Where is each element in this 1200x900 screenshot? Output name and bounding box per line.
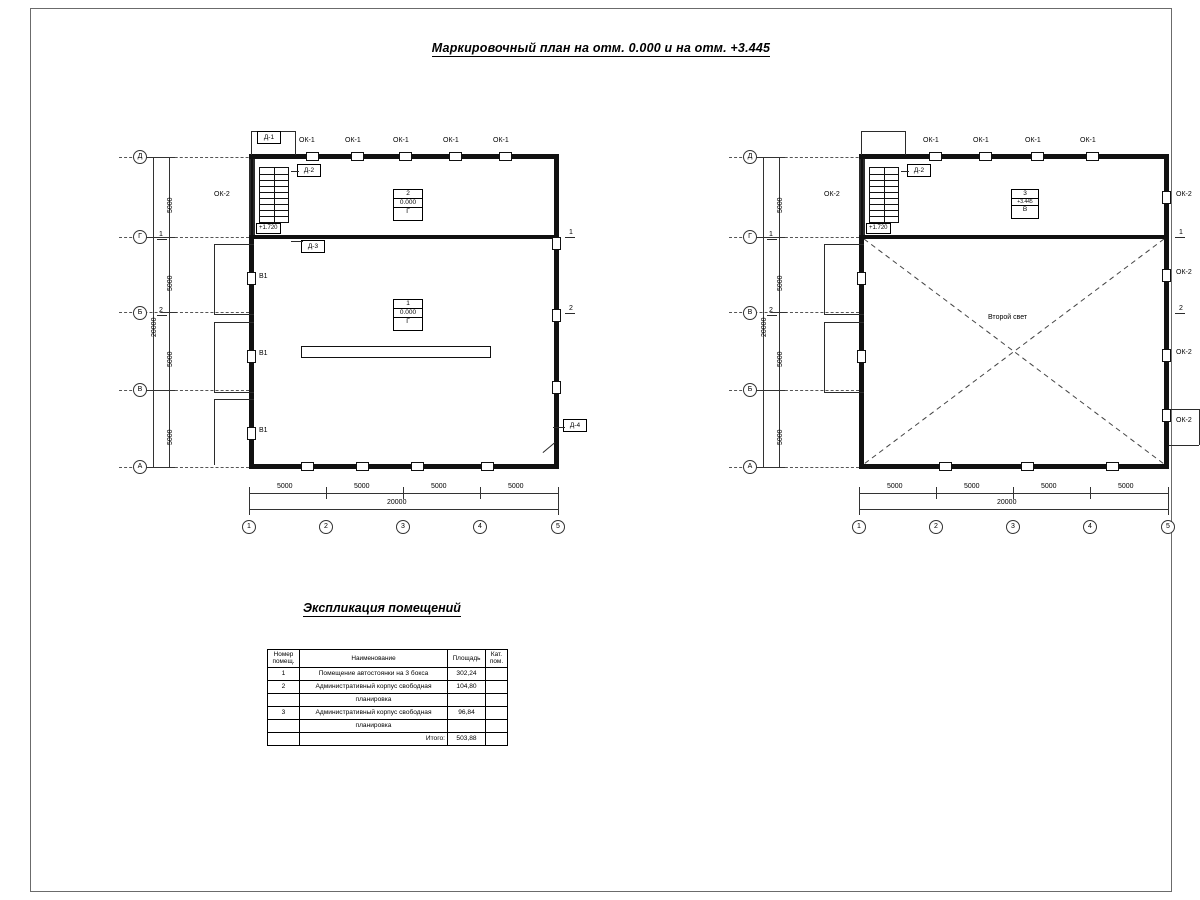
cell-room-number: 1 [268, 667, 300, 680]
dim-total-bottom-line [249, 509, 559, 510]
axis-circle-v-r: В [743, 306, 757, 320]
window-mark-top-2 [351, 152, 364, 161]
section-mark-1-right [569, 229, 573, 236]
window-label-top-1-r: ОК-1 [923, 137, 939, 144]
axis-circle-a: А [133, 460, 147, 474]
cell-room-number: 3 [268, 706, 300, 719]
room-tag-1-cat: Г [406, 318, 410, 326]
cell-empty [268, 693, 300, 706]
cell-room-name: Административный корпус свободная [300, 706, 448, 719]
vestibule-wall-r [863, 159, 865, 235]
gate-mark-1 [247, 272, 256, 285]
dim-b-t0-r [859, 487, 860, 515]
parking-box-wall-3 [214, 399, 215, 465]
cell-room-category [486, 680, 508, 693]
table-header-row [268, 650, 508, 668]
cell-room-area: 96,84 [448, 706, 486, 719]
dim-left-4-r: 5000 [777, 429, 784, 445]
window-label-top-3-r: ОК-1 [1025, 137, 1041, 144]
staircase [259, 167, 289, 223]
section-mark-1-left-label: 1 [159, 231, 163, 238]
dim-left-3: 5000 [167, 351, 174, 367]
window-mark-top-5 [499, 152, 512, 161]
wall-bottom [249, 464, 559, 469]
entry-box-right [295, 131, 296, 155]
door-label-d3: Д-3 [301, 240, 325, 253]
explication-title-text: Экспликация помещений [303, 601, 461, 615]
axis-circle-2-r: 2 [929, 520, 943, 534]
dim-left-total-r: 20000 [761, 317, 768, 337]
cell-room-name: Административный корпус свободная [300, 680, 448, 693]
dim-bottom-1: 5000 [277, 483, 293, 490]
axis-circle-4: 4 [473, 520, 487, 534]
dim-left-4: 5000 [167, 429, 174, 445]
dim-chain-bottom-line [249, 493, 559, 494]
dim-vline-outer-r [763, 157, 764, 467]
dim-left-2-r: 5000 [777, 275, 784, 291]
header-room-area: Площадь [448, 650, 486, 668]
window-mark-top-3 [399, 152, 412, 161]
door-leader-d3 [291, 241, 303, 242]
section-mark-2-left-label: 2 [159, 307, 163, 314]
window-mark-top-2-r [979, 152, 992, 161]
dim-tick-v-r [771, 312, 787, 313]
window-label-right-4-r: ОК-2 [1176, 417, 1192, 424]
dim-total-bottom-line-r [859, 509, 1169, 510]
plan-left [101, 109, 601, 529]
room-tag-3 [1011, 189, 1039, 219]
dim-bottom-3-r: 5000 [1041, 483, 1057, 490]
cell-empty [486, 693, 508, 706]
dim-vline-outer [153, 157, 154, 467]
cell-empty [268, 732, 300, 745]
section-mark-2-left-r [769, 307, 773, 314]
axis-circle-g-r: Г [743, 230, 757, 244]
section-arrow-2-right-r [1175, 313, 1185, 314]
parking-box-wall-1-r [824, 244, 825, 314]
door-label-d4: Д-4 [563, 419, 587, 432]
drawing-sheet [30, 8, 1192, 892]
cell-room-name: Помещение автостоянки на 3 бокса [300, 667, 448, 680]
cell-empty [448, 719, 486, 732]
room-tag-2-cat: Г [406, 208, 410, 216]
axis-circle-5-r: 5 [1161, 520, 1175, 534]
partition-axis-g [254, 235, 554, 239]
room-tag-2-level: 0.000 [394, 199, 422, 208]
table-row-total [268, 732, 508, 745]
section-arrow-1-right [565, 237, 575, 238]
section-mark-1-right-r [1179, 229, 1183, 236]
header-room-number: Номер помещ. [268, 650, 300, 668]
right-extension-top [1169, 409, 1199, 410]
window-mark-right-1-r [1162, 191, 1171, 204]
axis-circle-d-r: Д [743, 150, 757, 164]
entry-box-left-r [861, 131, 862, 155]
dim-bottom-2-r: 5000 [964, 483, 980, 490]
dim-chain-bottom-line-r [859, 493, 1169, 494]
room-tag-1 [393, 299, 423, 331]
parking-box-top-3 [214, 399, 254, 400]
section-arrow-1-right-r [1175, 237, 1185, 238]
door-leader-d2-r [901, 171, 909, 172]
header-room-name: Наименование [300, 650, 448, 668]
dim-b-t2 [403, 487, 404, 499]
axis-circle-3-r: 3 [1006, 520, 1020, 534]
section-mark-2-right-label: 2 [569, 305, 573, 312]
cell-empty [486, 719, 508, 732]
window-label-top-2-r: ОК-1 [973, 137, 989, 144]
axis-circle-d: Д [133, 150, 147, 164]
axis-circle-b-r: Б [743, 383, 757, 397]
axis-circle-3: 3 [396, 520, 410, 534]
axis-circle-2: 2 [319, 520, 333, 534]
parking-box-bot-2-r [824, 392, 864, 393]
window-mark-bottom-4 [481, 462, 494, 471]
room-tag-3-number: 3 [1012, 190, 1038, 199]
dim-b-t3 [480, 487, 481, 499]
dim-tick-d-r [757, 157, 785, 158]
dim-b-t3-r [1090, 487, 1091, 499]
interior-strip [301, 346, 491, 358]
dim-left-total: 20000 [151, 317, 158, 337]
staircase-r [869, 167, 899, 223]
section-mark-1-right-label-r: 1 [1179, 229, 1183, 236]
section-arrow-1-left [157, 239, 167, 240]
dim-tick-b-r [757, 390, 785, 391]
door-label-d2-r: Д-2 [907, 164, 931, 177]
parking-box-top-1 [214, 244, 254, 245]
table-row [268, 667, 508, 680]
dim-left-1: 5000 [167, 197, 174, 213]
parking-box-bot-2 [214, 392, 254, 393]
parking-box-wall-2 [214, 322, 215, 392]
cell-empty [268, 719, 300, 732]
section-mark-2-right [569, 305, 573, 312]
section-mark-2-left-label-r: 2 [769, 307, 773, 314]
door-leader-d4 [553, 427, 565, 428]
dim-b-t1-r [936, 487, 937, 499]
dim-left-3-r: 5000 [777, 351, 784, 367]
parking-box-top-2 [214, 322, 254, 323]
window-label-top-3: ОК-1 [393, 137, 409, 144]
dim-tick-d [147, 157, 175, 158]
cell-room-area: 104,80 [448, 680, 486, 693]
window-label-top-1: ОК-1 [299, 137, 315, 144]
dim-tick-v [161, 312, 177, 313]
entry-box-top-r [861, 131, 905, 132]
cell-room-category [486, 706, 508, 719]
dim-bottom-4: 5000 [508, 483, 524, 490]
section-arrow-2-left-r [767, 315, 777, 316]
dim-bottom-total-r: 20000 [997, 499, 1017, 506]
entry-box-right-r [905, 131, 906, 155]
dim-b-t4 [558, 487, 559, 515]
parking-box-top-1-r [824, 244, 864, 245]
door-label-d2: Д-2 [297, 164, 321, 177]
dim-tick-b [147, 390, 175, 391]
window-mark-right-3 [552, 381, 561, 394]
axis-circle-1: 1 [242, 520, 256, 534]
dim-b-t2-r [1013, 487, 1014, 499]
dim-tick-a [147, 467, 175, 468]
wall-bottom-r [859, 464, 1169, 469]
window-mark-right-2 [552, 309, 561, 322]
window-mark-bottom-1 [301, 462, 314, 471]
page-title [31, 41, 1171, 55]
section-mark-2-right-label-r: 2 [1179, 305, 1183, 312]
cell-total-value: 503,88 [448, 732, 486, 745]
window-label-top-4-r: ОК-1 [1080, 137, 1096, 144]
cell-room-area: 302,24 [448, 667, 486, 680]
window-mark-top-3-r [1031, 152, 1044, 161]
header-room-category: Кат. пом. [486, 650, 508, 668]
dim-tick-a-r [757, 467, 785, 468]
gate-mark-3 [247, 427, 256, 440]
door-leader-d2 [291, 171, 299, 172]
section-mark-2-left [159, 307, 163, 314]
page-title-text: Маркировочный план на отм. 0.000 и на отм. +3.445 [431, 41, 771, 55]
table-row [268, 706, 508, 719]
cell-room-number: 2 [268, 680, 300, 693]
plan-right [711, 109, 1200, 529]
section-mark-1-right-label: 1 [569, 229, 573, 236]
section-arrow-1-left-r [767, 239, 777, 240]
window-mark-top-1-r [929, 152, 942, 161]
dim-left-1-r: 5000 [777, 197, 784, 213]
gate-label-3: В1 [259, 427, 268, 434]
axis-circle-v: В [133, 383, 147, 397]
gate-label-2: В1 [259, 350, 268, 357]
window-mark-top-4 [449, 152, 462, 161]
cell-empty [486, 732, 508, 745]
section-arrow-2-left [157, 315, 167, 316]
room-tag-3-cat: В [1022, 206, 1028, 214]
room-tag-2 [393, 189, 423, 221]
axis-circle-g: Г [133, 230, 147, 244]
cell-room-name-continued: планировка [300, 693, 448, 706]
table-row-continuation [268, 693, 508, 706]
dim-bottom-3: 5000 [431, 483, 447, 490]
stair-partition-vertical-r [859, 159, 861, 235]
room-tag-2-number: 2 [394, 190, 422, 199]
table-row-continuation [268, 719, 508, 732]
stair-elevation-mark-r: +1.720 [866, 223, 891, 234]
table-row [268, 680, 508, 693]
parking-box-bot-1 [214, 314, 254, 315]
window-label-right-3-r: ОК-2 [1176, 349, 1192, 356]
explication-table [267, 649, 508, 746]
dim-bottom-1-r: 5000 [887, 483, 903, 490]
window-mark-top-1 [306, 152, 319, 161]
parking-box-bot-1-r [824, 314, 864, 315]
window-label-top-4: ОК-1 [443, 137, 459, 144]
section-mark-1-left [159, 231, 163, 238]
dim-b-t1 [326, 487, 327, 499]
axis-circle-4-r: 4 [1083, 520, 1097, 534]
dim-b-t4-r [1168, 487, 1169, 515]
right-extension-bottom [1169, 445, 1199, 446]
dim-b-t0 [249, 487, 250, 515]
dim-left-2: 5000 [167, 275, 174, 291]
room-tag-3-level: +3.445 [1012, 199, 1038, 206]
axis-circle-a-r: А [743, 460, 757, 474]
door-label-d1: Д-1 [257, 131, 281, 144]
dim-bottom-4-r: 5000 [1118, 483, 1134, 490]
dim-bottom-2: 5000 [354, 483, 370, 490]
cell-empty [448, 693, 486, 706]
parking-box-wall-1 [214, 244, 215, 314]
window-mark-bottom-3 [411, 462, 424, 471]
window-mark-top-4-r [1086, 152, 1099, 161]
vestibule-wall [253, 159, 255, 235]
window-mark-bottom-2 [356, 462, 369, 471]
axis-circle-b2: Б [133, 306, 147, 320]
axis-circle-1-r: 1 [852, 520, 866, 534]
section-mark-1-left-label-r: 1 [769, 231, 773, 238]
window-label-right-2-r: ОК-2 [1176, 269, 1192, 276]
stair-elevation-mark: +1.720 [256, 223, 281, 234]
window-label-right-1-r: ОК-2 [1176, 191, 1192, 198]
section-mark-1-left-r [769, 231, 773, 238]
axis-circle-5: 5 [551, 520, 565, 534]
gate-mark-2 [247, 350, 256, 363]
window-label-left-1: ОК-2 [214, 191, 230, 198]
void-label: Второй свет [988, 314, 1028, 321]
window-label-top-2: ОК-1 [345, 137, 361, 144]
section-mark-2-right-r [1179, 305, 1183, 312]
entry-box-left [251, 131, 252, 155]
stair-partition-vertical [249, 159, 251, 235]
parking-box-top-2-r [824, 322, 864, 323]
window-label-top-5: ОК-1 [493, 137, 509, 144]
cell-total-label: Итого: [300, 732, 448, 745]
section-arrow-2-right [565, 313, 575, 314]
cell-room-category [486, 667, 508, 680]
parking-box-wall-2-r [824, 322, 825, 392]
room-tag-1-number: 1 [394, 300, 422, 309]
room-tag-1-level: 0.000 [394, 309, 422, 318]
gate-label-1: В1 [259, 273, 268, 280]
void-cross [864, 239, 1164, 464]
cell-room-name-continued: планировка [300, 719, 448, 732]
dim-bottom-total: 20000 [387, 499, 407, 506]
window-mark-right-1 [552, 237, 561, 250]
explication-title [303, 601, 461, 615]
window-label-left-1-r: ОК-2 [824, 191, 840, 198]
